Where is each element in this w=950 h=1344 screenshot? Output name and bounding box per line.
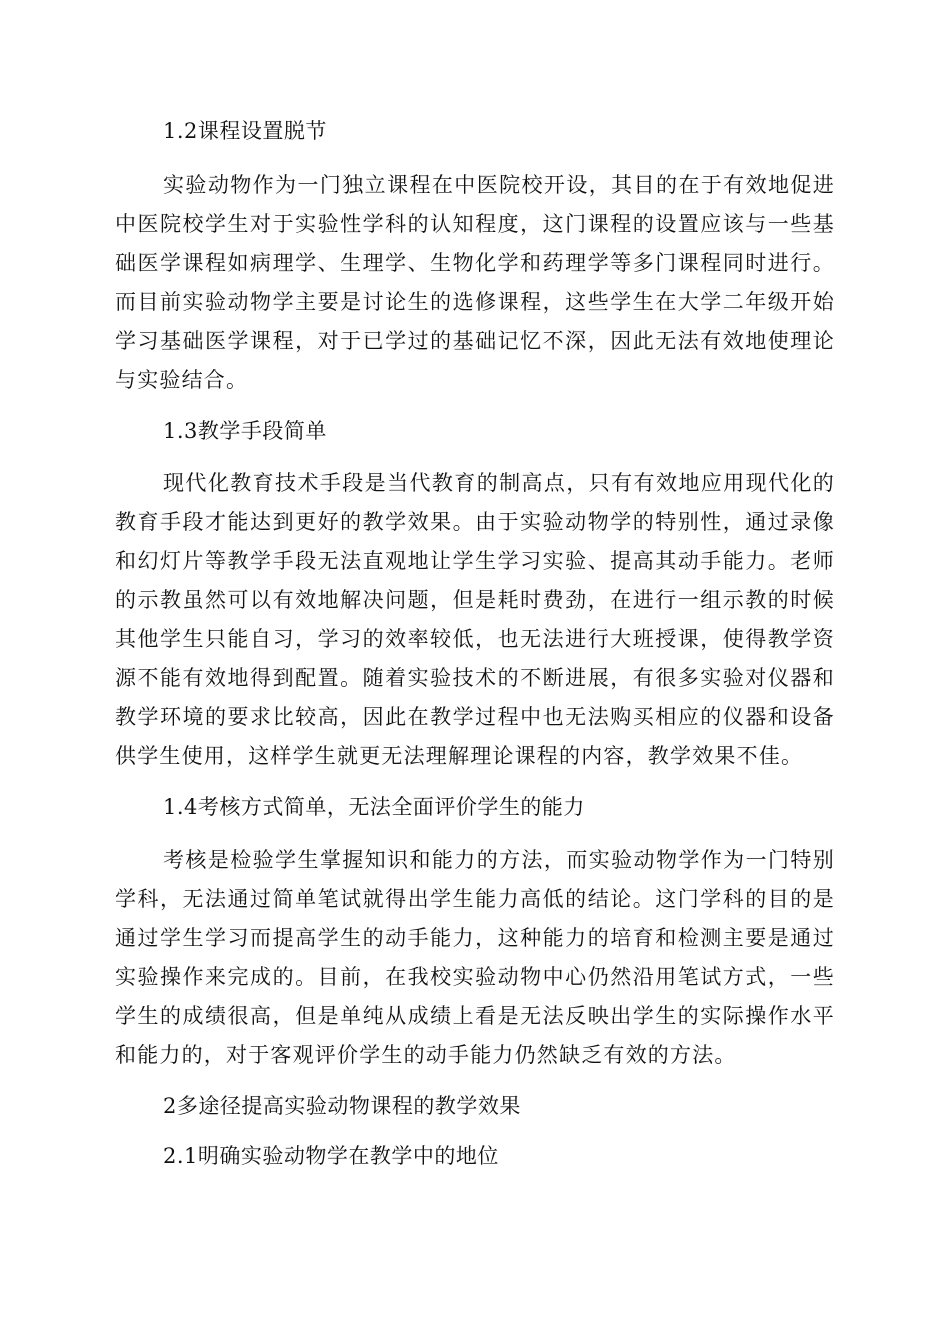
section-paragraph-1-3: 现代化教育技术手段是当代教育的制高点，只有有效地应用现代化的教育手段才能达到更好的教学效果。由于实验动物学的特别性，通过录像和幻灯片等教学手段无法直观地让学生学习实验、提高其动手能力。老师的示教虽然可以有效地解决问题，但是耗时费劲，在进行一组示教的时候其他学生只能自习，学习的效率较低，也无法进行大班授课，使得教学资源不能有效地得到配置。随着实验技术的不断进展，有很多实验对仪器和教学环境的要求比较高，因此在教学过程中也无法购买相应的仪器和设备供学生使用，这样学生就更无法理解理论课程的内容，教学效果不佳。 [115, 471, 835, 768]
section-paragraph-1-2: 实验动物作为一门独立课程在中医院校开设，其目的在于有效地促进中医院校学生对于实验性学科的认知程度，这门课程的设置应该与一些基础医学课程如病理学、生理学、生物化学和药理学等多门课程同时进行。而目前实验动物学主要是讨论生的选修课程，这些学生在大学二年级开始学习基础医学课程，对于已学过的基础记忆不深，因此无法有效地使理论与实验结合。 [115, 173, 835, 392]
section-heading-2-1: 2.1明确实验动物学在教学中的地位 [163, 1144, 499, 1168]
section-heading-1-2: 1.2课程设置脱节 [163, 119, 327, 143]
section-heading-1-3: 1.3教学手段简单 [163, 419, 327, 443]
section-paragraph-1-4: 考核是检验学生掌握知识和能力的方法，而实验动物学作为一门特别学科，无法通过简单笔试就得出学生能力高低的结论。这门学科的目的是通过学生学习而提高学生的动手能力，这种能力的培育和检测主要是通过实验操作来完成的。目前，在我校实验动物中心仍然沿用笔试方式，一些学生的成绩很高，但是单纯从成绩上看是无法反映出学生的实际操作水平和能力的，对于客观评价学生的动手能力仍然缺乏有效的方法。 [115, 848, 835, 1067]
section-heading-1-4: 1.4考核方式简单，无法全面评价学生的能力 [163, 795, 585, 819]
section-heading-2: 2多途径提高实验动物课程的教学效果 [163, 1094, 521, 1118]
